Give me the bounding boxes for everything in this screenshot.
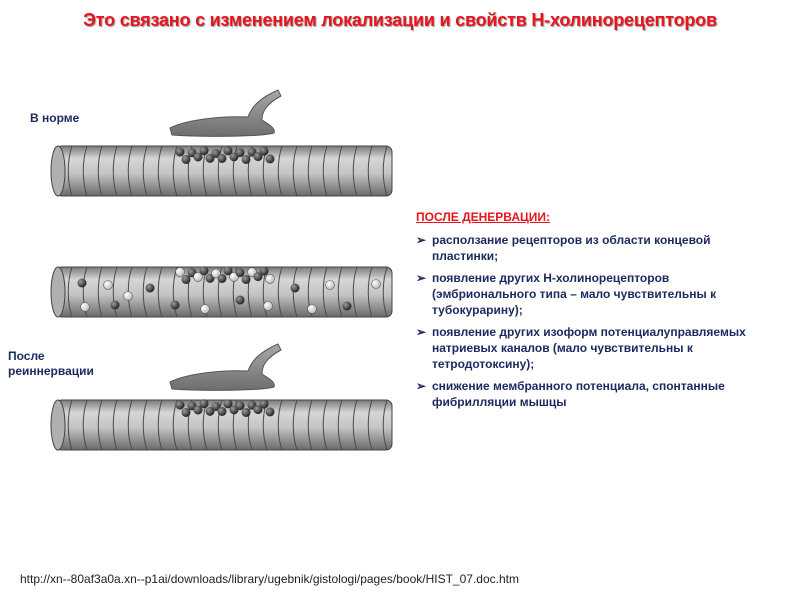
list-item-text: расползание рецепторов из области концевой пластинки; <box>432 233 711 263</box>
receptor-dark <box>260 267 269 276</box>
list-item-text: появление других изоформ потенциалуправляемых натриевых каналов (мало чувствительны к тетродотоксину); <box>432 325 746 371</box>
receptor-dark <box>260 147 269 156</box>
list-item-text: появление других Н-холинорецепторов (эмбрионального типа – мало чувствительны к тубокурарину); <box>432 271 717 317</box>
receptor-light <box>266 274 275 283</box>
receptor-dark <box>218 407 227 416</box>
receptor-dark <box>200 146 209 155</box>
receptor-dark <box>236 148 245 157</box>
list-item <box>416 232 756 264</box>
receptor-light <box>308 305 317 314</box>
receptor-dark <box>182 155 191 164</box>
muscle-fiber-normal <box>51 90 392 196</box>
receptor-dark <box>236 401 245 410</box>
source-url: http://xn--80af3a0a.xn--p1ai/downloads/library/ugebnik/gistologi/pages/book/HIST_07.doc.htm <box>20 572 519 586</box>
receptor-light <box>176 268 185 277</box>
receptor-dark <box>242 155 251 164</box>
receptor-light <box>81 303 90 312</box>
receptor-dark <box>182 408 191 417</box>
arrowhead-bullet-icon: ➢ <box>416 379 427 393</box>
receptor-dark <box>200 266 209 275</box>
receptor-light <box>372 280 381 289</box>
receptor-dark <box>260 400 269 409</box>
nerve-terminal <box>170 90 281 136</box>
receptor-dark <box>236 296 245 305</box>
receptor-light <box>104 281 113 290</box>
label-after-reinnervation <box>8 349 94 379</box>
arrowhead-bullet-icon: ➢ <box>416 271 427 285</box>
receptor-dark <box>266 154 275 163</box>
arrowhead-bullet-icon: ➢ <box>416 325 427 339</box>
slide-title: Это связано с изменением локализации и свойств Н-холинорецепторов <box>83 10 717 30</box>
panel-heading: ПОСЛЕ ДЕНЕРВАЦИИ: <box>416 210 551 224</box>
receptor-dark <box>291 284 300 293</box>
effects-list <box>416 232 756 410</box>
receptor-dark <box>171 301 180 310</box>
receptor-dark <box>182 275 191 284</box>
receptor-dark <box>176 148 185 157</box>
receptor-dark <box>242 408 251 417</box>
receptor-dark <box>236 268 245 277</box>
list-item <box>416 324 756 372</box>
list-item-text: снижение мембранного потенциала, спонтанные фибрилляции мышцы <box>432 379 725 409</box>
receptor-light <box>201 305 210 314</box>
receptor-dark <box>146 284 155 293</box>
label-after-line1: После <box>8 349 45 363</box>
receptor-dark <box>200 399 209 408</box>
receptor-dark <box>176 401 185 410</box>
label-normal: В норме <box>30 111 80 125</box>
muscle-fiber-denervated <box>51 266 392 317</box>
label-after-line2: реиннервации <box>8 364 94 378</box>
arrowhead-bullet-icon: ➢ <box>416 233 427 247</box>
receptor-light <box>326 281 335 290</box>
list-item <box>416 378 756 410</box>
nerve-terminal <box>170 344 281 390</box>
receptor-light <box>264 302 273 311</box>
receptor-dark <box>266 407 275 416</box>
denervation-panel <box>416 210 756 416</box>
list-item <box>416 270 756 318</box>
receptor-dark <box>218 154 227 163</box>
receptor-dark <box>78 279 87 288</box>
receptor-dark <box>343 302 352 311</box>
receptor-dark <box>242 275 251 284</box>
receptor-dark <box>111 301 120 310</box>
muscle-fiber-reinnervated <box>51 344 392 450</box>
receptor-dark <box>218 274 227 283</box>
receptor-light <box>124 292 133 301</box>
